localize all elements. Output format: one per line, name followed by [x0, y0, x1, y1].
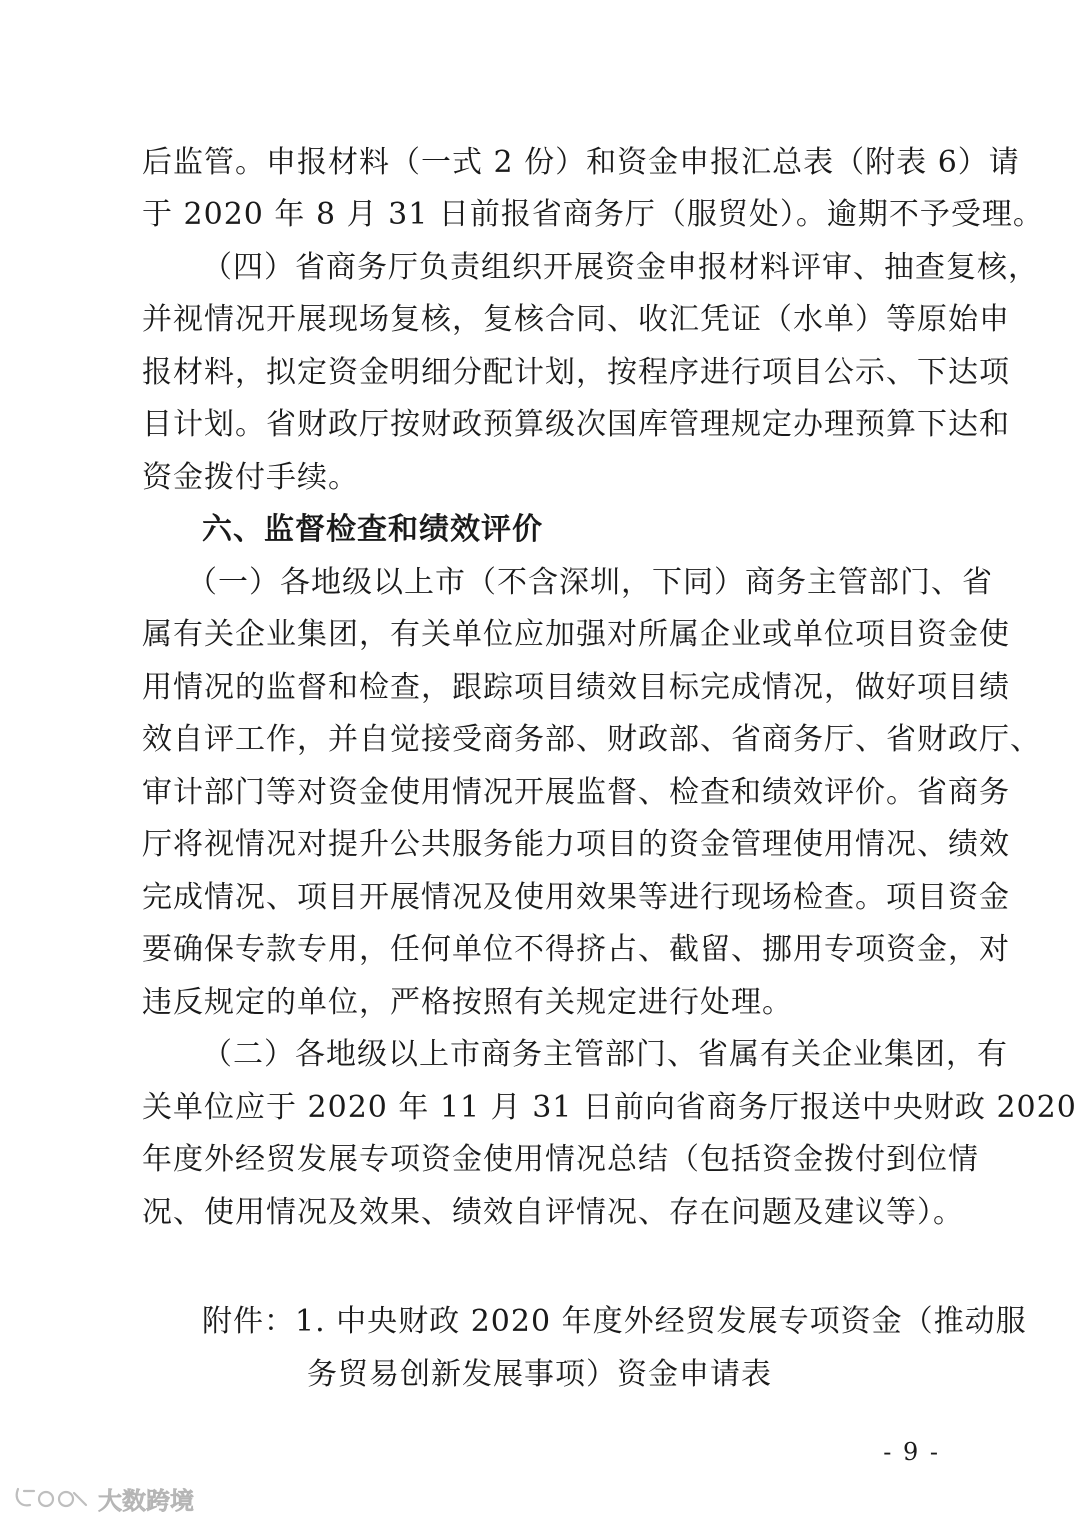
paragraph-line: 年度外经贸发展专项资金使用情况总结（包括资金拨付到位情 — [142, 1142, 979, 1177]
paragraph-line: 厅将视情况对提升公共服务能力项目的资金管理使用情况、绩效 — [142, 827, 1010, 862]
paragraph-line: 于 2020 年 8 月 31 日前报省商务厅（服贸处）。逾期不予受理。 — [142, 197, 1044, 232]
watermark — [12, 1481, 194, 1515]
paragraph-line: 要确保专款专用，任何单位不得挤占、截留、挪用专项资金，对 — [142, 932, 1010, 967]
paragraph-line: 并视情况开展现场复核，复核合同、收汇凭证（水单）等原始申 — [142, 302, 1010, 337]
watermark-logo-icon — [12, 1483, 92, 1513]
attachment-line: 附件：1. 中央财政 2020 年度外经贸发展专项资金（推动服 — [202, 1304, 1027, 1339]
attachment-line: 务贸易创新发展事项）资金申请表 — [307, 1357, 772, 1392]
paragraph-line: （二）各地级以上市商务主管部门、省属有关企业集团，有 — [202, 1037, 1008, 1072]
paragraph-line: 目计划。省财政厅按财政预算级次国库管理规定办理预算下达和 — [142, 407, 1010, 442]
paragraph-line: 资金拨付手续。 — [142, 460, 359, 495]
paragraph-line: 用情况的监督和检查，跟踪项目绩效目标完成情况，做好项目绩 — [142, 670, 1010, 705]
page-number: - 9 - — [883, 1438, 940, 1466]
watermark-text: 大数跨境 — [98, 1486, 194, 1515]
paragraph-line: （一）各地级以上市（不含深圳，下同）商务主管部门、省 — [187, 565, 993, 600]
paragraph-line: 关单位应于 2020 年 11 月 31 日前向省商务厅报送中央财政 2020 — [142, 1090, 1077, 1125]
paragraph-line: 完成情况、项目开展情况及使用效果等进行现场检查。项目资金 — [142, 880, 1010, 915]
paragraph-line: 属有关企业集团，有关单位应加强对所属企业或单位项目资金使 — [142, 617, 1010, 652]
section-heading: 六、监督检查和绩效评价 — [202, 512, 543, 547]
paragraph-line: 后监管。申报材料（一式 2 份）和资金申报汇总表（附表 6）请 — [142, 145, 1020, 180]
paragraph-line: 审计部门等对资金使用情况开展监督、检查和绩效评价。省商务 — [142, 775, 1010, 810]
paragraph-line: 效自评工作，并自觉接受商务部、财政部、省商务厅、省财政厅、 — [142, 722, 1041, 757]
paragraph-line: 报材料，拟定资金明细分配计划，按程序进行项目公示、下达项 — [142, 355, 1010, 390]
paragraph-line: 违反规定的单位，严格按照有关规定进行处理。 — [142, 985, 793, 1020]
paragraph-line: 况、使用情况及效果、绩效自评情况、存在问题及建议等）。 — [142, 1195, 964, 1230]
paragraph-line: （四）省商务厅负责组织开展资金申报材料评审、抽查复核， — [202, 250, 1039, 285]
